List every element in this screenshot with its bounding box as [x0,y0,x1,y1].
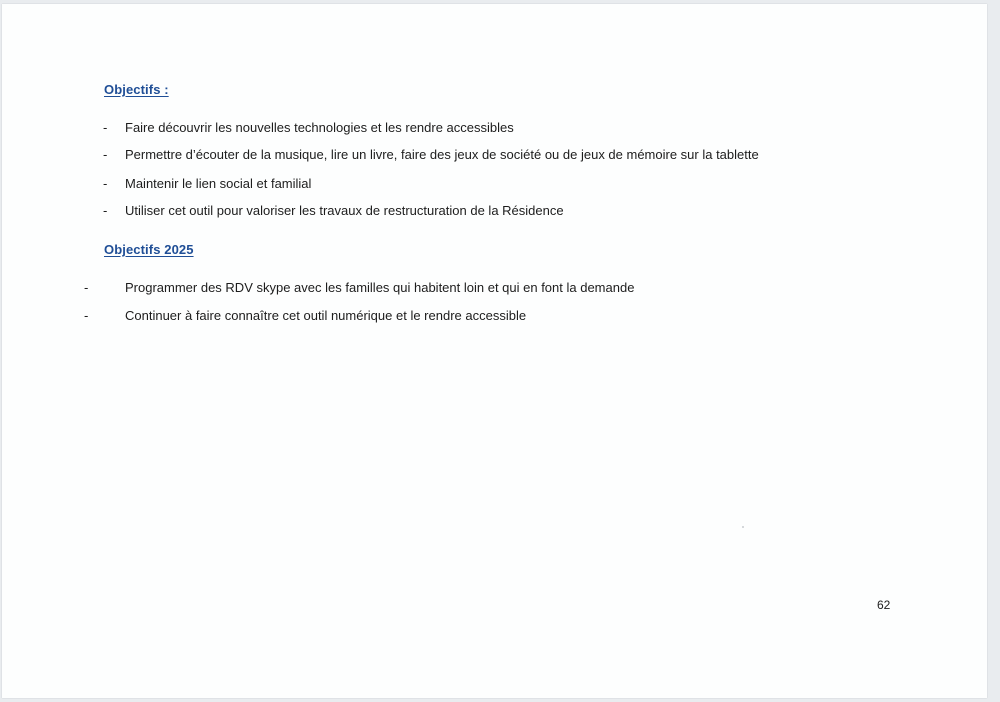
document-page [2,4,987,698]
page-number: 62 [877,598,891,612]
objectifs-2025-heading: Objectifs 2025 [104,242,194,257]
list-item [2,202,962,220]
list-item [2,119,962,137]
bullet-dash: - [84,280,89,295]
list-item [2,307,962,325]
bullet-dash: - [103,203,108,218]
bullet-dash: - [103,147,108,162]
list-item [2,175,962,193]
list-item-text: Utiliser cet outil pour valoriser les travaux de restructuration de la Résidence [125,203,564,218]
bullet-dash: - [103,120,108,135]
list-item [2,279,962,297]
list-item-text: Faire découvrir les nouvelles technologies et les rendre accessibles [125,120,514,135]
scan-speck [742,526,744,528]
list-item-text: Programmer des RDV skype avec les familles qui habitent loin et qui en font la demande [125,280,635,295]
bullet-dash: - [103,176,108,191]
list-item [2,146,962,164]
bullet-dash: - [84,308,89,323]
objectifs-heading: Objectifs : [104,82,169,97]
list-item-text: Maintenir le lien social et familial [125,176,312,191]
list-item-text: Continuer à faire connaître cet outil numérique et le rendre accessible [125,308,527,323]
list-item-text: Permettre d’écouter de la musique, lire un livre, faire des jeux de société ou de jeux de mémoire sur la tablette [125,147,759,162]
